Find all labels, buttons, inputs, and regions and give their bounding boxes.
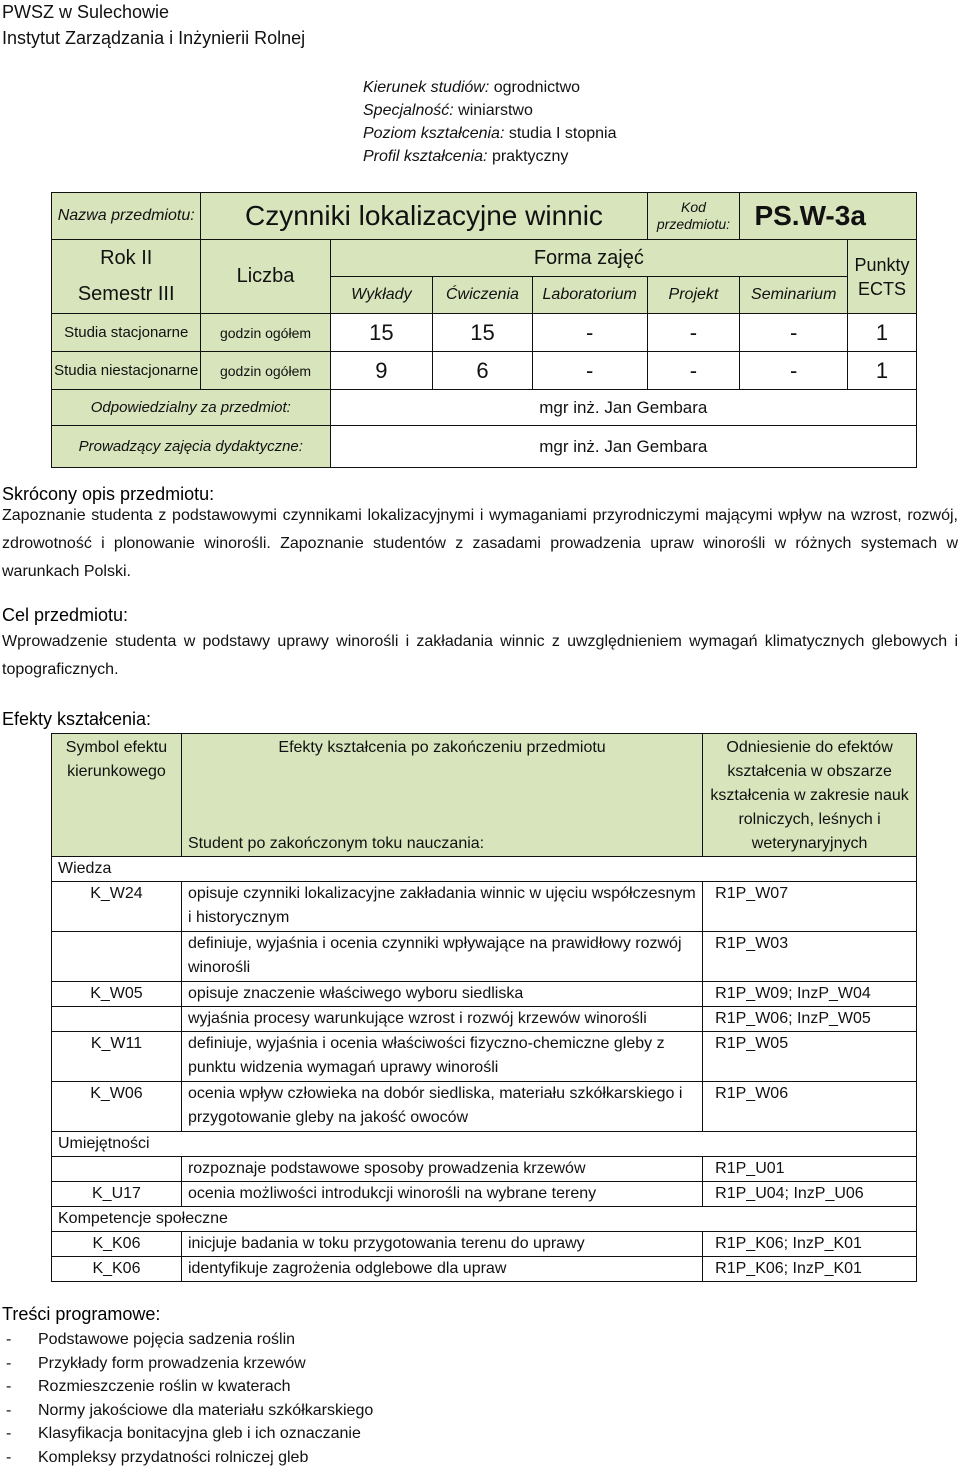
goal-heading: Cel przedmiotu: <box>2 605 129 625</box>
meta-field-level: Poziom kształcenia: studia I stopnia <box>363 125 617 142</box>
form-seminar: Seminarium <box>740 277 848 314</box>
effects-col-description <box>181 734 702 857</box>
goal-text: Wprowadzenie studenta w podstawy uprawy winorośli i zakładania winnic z uwzględnieniem wymagań klimatycznych glebowych i topograficznych. <box>2 633 958 678</box>
hours-exercises: 15 <box>433 314 533 352</box>
table-row <box>52 1257 917 1282</box>
study-unit: godzin ogółem <box>201 314 330 352</box>
effect-reference: R1P_K06; InzP_K01 <box>703 1232 917 1257</box>
effect-reference: R1P_W06; InzP_W05 <box>703 1007 917 1032</box>
effects-col-symbol: Symbol efektu kierunkowego <box>52 734 182 857</box>
institute-name: Instytut Zarządzania i Inżynierii Rolnej <box>2 28 306 48</box>
form-lectures: Wykłady <box>330 277 433 314</box>
form-exercises: Ćwiczenia <box>433 277 533 314</box>
course-header-table <box>51 192 917 468</box>
effect-reference: R1P_U04; InzP_U06 <box>703 1182 917 1207</box>
effect-symbol: K_W11 <box>52 1032 182 1082</box>
effect-symbol: K_W06 <box>52 1082 182 1132</box>
course-name: Czynniki lokalizacyjne winnic <box>201 193 647 240</box>
effect-description: definiuje, wyjaśnia i ocenia czynniki wpływające na prawidłowy rozwój winorośli <box>181 932 702 982</box>
effect-reference: R1P_K06; InzP_K01 <box>703 1257 917 1282</box>
effects-table <box>51 733 917 1282</box>
effect-reference: R1P_W03 <box>703 932 917 982</box>
table-row <box>52 982 917 1007</box>
effects-category: Kompetencje społeczne <box>52 1207 917 1232</box>
hours-project: - <box>647 352 740 390</box>
course-code: PS.W-3a <box>740 193 917 240</box>
table-row <box>52 1182 917 1207</box>
effect-reference: R1P_W07 <box>703 882 917 932</box>
effect-reference: R1P_U01 <box>703 1157 917 1182</box>
effect-symbol <box>52 1157 182 1182</box>
effects-heading: Efekty kształcenia: <box>2 709 152 729</box>
effect-description: definiuje, wyjaśnia i ocenia właściwości fizyczno-chemiczne gleby z punktu widzenia wymagań uprawy winorośli <box>181 1032 702 1082</box>
program-list <box>2 1328 373 1469</box>
effect-description: ocenia możliwości introdukcji winorośli na wybrane tereny <box>181 1182 702 1207</box>
course-code-label: Kod przedmiotu: <box>647 193 740 240</box>
effect-description: identyfikuje zagrożenia odglebowe dla upraw <box>181 1257 702 1282</box>
responsible-value: mgr inż. Jan Gembara <box>330 390 916 426</box>
hours-lectures: 9 <box>330 352 433 390</box>
effect-description: rozpoznaje podstawowe sposoby prowadzenia krzewów <box>181 1157 702 1182</box>
semester-label: Semestr III <box>52 277 201 314</box>
effect-description: wyjaśnia procesy warunkujące wzrost i rozwój krzewów winorośli <box>181 1007 702 1032</box>
hours-exercises: 6 <box>433 352 533 390</box>
effects-category: Umiejętności <box>52 1132 917 1157</box>
hours-laboratory: - <box>532 314 647 352</box>
effect-symbol: K_W24 <box>52 882 182 932</box>
list-item: - Podstawowe pojęcia sadzenia roślin <box>2 1328 373 1352</box>
study-row-stationary <box>52 314 917 352</box>
study-mode: Studia niestacjonarne <box>52 352 201 390</box>
effects-col-description-top: Efekty kształcenia po zakończeniu przedmiotu <box>278 739 606 756</box>
table-row <box>52 1007 917 1032</box>
effect-reference: R1P_W05 <box>703 1032 917 1082</box>
effect-reference: R1P_W06 <box>703 1082 917 1132</box>
list-item: - Klasyfikacja bonitacyjna gleb i ich oznaczanie <box>2 1422 373 1446</box>
meta-field-profile: Profil kształcenia: praktyczny <box>363 148 569 165</box>
study-unit: godzin ogółem <box>201 352 330 390</box>
effect-symbol: K_K06 <box>52 1257 182 1282</box>
course-name-label: Nazwa przedmiotu: <box>52 193 201 240</box>
table-row <box>52 1232 917 1257</box>
study-row-part-time <box>52 352 917 390</box>
effect-symbol <box>52 1007 182 1032</box>
teacher-value: mgr inż. Jan Gembara <box>330 426 916 468</box>
summary-heading: Skrócony opis przedmiotu: <box>2 484 215 504</box>
effect-description: ocenia wpływ człowieka na dobór siedliska, materiału szkółkarskiego i przygotowanie gleby na jakość owoców <box>181 1082 702 1132</box>
hours-laboratory: - <box>532 352 647 390</box>
list-item: - Rozmieszczenie roślin w kwaterach <box>2 1375 373 1399</box>
form-project: Projekt <box>647 277 740 314</box>
table-row <box>52 1157 917 1182</box>
effect-reference: R1P_W09; InzP_W04 <box>703 982 917 1007</box>
effect-symbol <box>52 932 182 982</box>
summary-text: Zapoznanie studenta z podstawowymi czynnikami lokalizacyjnymi i wymaganiami przyrodniczymi mającymi wpływ na wzrost, rozwój, zdrowotność i plonowanie winorośli. Zapoznanie studentów z zasadami prowadzenia upraw winorośli w różnych systemach w warunkach Polski. <box>2 507 958 580</box>
form-laboratory: Laboratorium <box>532 277 647 314</box>
effects-category: Wiedza <box>52 857 917 882</box>
effects-col-reference: Odniesienie do efektów kształcenia w obszarze kształcenia w zakresie nauk rolniczych, leśnych i weterynaryjnych <box>703 734 917 857</box>
hours-seminar: - <box>740 314 848 352</box>
table-row <box>52 882 917 932</box>
ects-label: Punkty ECTS <box>848 240 917 314</box>
effect-description: opisuje czynniki lokalizacyjne zakładania winnic w ujęciu współczesnym i historycznym <box>181 882 702 932</box>
study-mode: Studia stacjonarne <box>52 314 201 352</box>
forma-zajec-label: Forma zajęć <box>330 240 847 277</box>
hours-lectures: 15 <box>330 314 433 352</box>
table-row <box>52 1082 917 1132</box>
effect-symbol: K_K06 <box>52 1232 182 1257</box>
ects-points: 1 <box>848 314 917 352</box>
meta-field-specialty: Specjalność: winiarstwo <box>363 102 533 119</box>
effect-symbol: K_U17 <box>52 1182 182 1207</box>
responsible-label: Odpowiedzialny za przedmiot: <box>52 390 331 426</box>
table-row <box>52 1032 917 1082</box>
program-heading: Treści programowe: <box>2 1304 161 1324</box>
institution-name: PWSZ w Sulechowie <box>2 2 170 22</box>
list-item: - Kompleksy przydatności rolniczej gleb <box>2 1446 373 1470</box>
year-label: Rok II <box>52 240 201 277</box>
table-row <box>52 932 917 982</box>
list-item: - Normy jakościowe dla materiału szkółkarskiego <box>2 1399 373 1423</box>
ects-points: 1 <box>848 352 917 390</box>
liczba-label: Liczba <box>201 240 330 314</box>
teacher-label: Prowadzący zajęcia dydaktyczne: <box>52 426 331 468</box>
list-item: - Przykłady form prowadzenia krzewów <box>2 1352 373 1376</box>
effect-symbol: K_W05 <box>52 982 182 1007</box>
effect-description: opisuje znaczenie właściwego wyboru siedliska <box>181 982 702 1007</box>
effect-description: inicjuje badania w toku przygotowania terenu do uprawy <box>181 1232 702 1257</box>
effects-col-description-bottom: Student po zakończonym toku nauczania: <box>187 835 485 852</box>
hours-project: - <box>647 314 740 352</box>
hours-seminar: - <box>740 352 848 390</box>
meta-field-major: Kierunek studiów: ogrodnictwo <box>363 79 581 96</box>
